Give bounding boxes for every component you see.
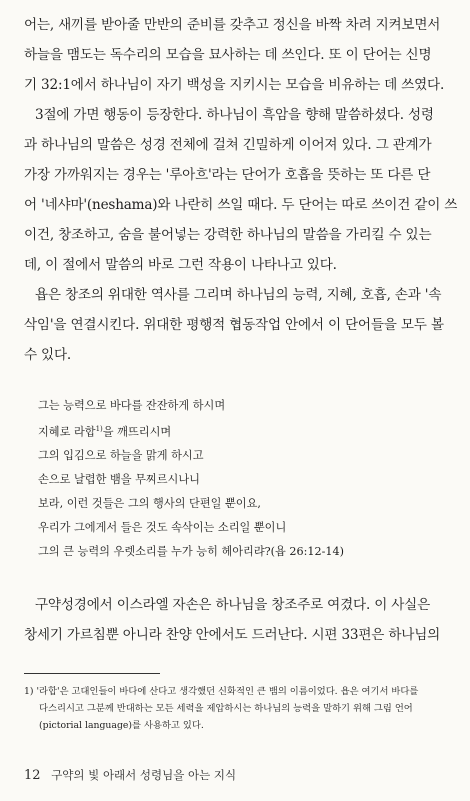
text-line: 데, 이 절에서 말씀의 바로 그런 작용이 나타나고 있다. [24,257,337,273]
paragraph-4 [24,590,448,650]
paragraph-2 [24,100,458,280]
text-line: 삭임'을 연결시킨다. 위대한 평행적 협동작업 안에서 이 단어들을 모두 볼 [24,317,444,333]
quote-line: 그의 입김으로 하늘을 맑게 하시고 [38,449,204,463]
page-body [24,10,458,734]
text-line: 이건, 창조하고, 숨을 불어넣는 강력한 하나님의 말씀을 가리킬 수 있는 [24,227,432,243]
text-line: 수 있다. [24,347,72,363]
footnote-divider [24,673,160,674]
footnote-line: 1) '라합'은 고대인들이 바다에 산다고 생각했던 신화적인 큰 뱀의 이름이었다. 욥은 여기서 바다를 [24,686,419,698]
quote-line [38,418,448,445]
text-line: 하늘을 맴도는 독수리의 모습을 묘사하는 데 쓰인다. 또 이 단어는 신명 [24,47,432,63]
text-line: 욥은 창조의 위대한 역사를 그리며 하나님의 능력, 지혜, 호흡, 손과 '속 [35,287,442,303]
text-line: 가장 가까워지는 경우는 '루아흐'라는 단어가 호흡을 뜻하는 또 다른 단 [24,167,431,183]
footnote-marker[interactable]: 1) [95,424,103,433]
paragraph-1 [24,10,448,100]
quote-line: 손으로 날렵한 뱀을 무찌르시나니 [38,473,200,487]
text-line: 창세기 가르침뿐 아니라 찬양 안에서도 드러난다. 시편 33편은 하나님의 [24,627,441,644]
quote-text: 을 깨뜨리시며 [102,425,172,439]
text-line: 기 32:1에서 하나님이 자기 백성을 지키시는 모습을 비유하는 데 쓰였다. [24,77,445,93]
text-line: 어는, 새끼를 받아줄 만반의 준비를 갖추고 정신을 바짝 차려 지켜보면서 [24,17,441,33]
scripture-quote [24,394,448,563]
footnote [24,683,448,734]
page-number: 12 [24,768,41,783]
text-line: 과 하나님의 말씀은 성경 전체에 걸쳐 긴밀하게 이어져 있다. 그 관계가 [24,137,432,153]
quote-line: 그의 큰 능력의 우렛소리를 누가 능히 헤아리랴?(욥 26:12-14) [38,544,345,558]
footnote-line: (pictorial language)를 사용하고 있다. [39,720,204,732]
text-line: 어 '네샤마'(neshama)와 나란히 쓰일 때다. 두 단어는 따로 쓰이건 같이 쓰 [24,197,458,213]
footnote-line: 다스리시고 그분께 반대하는 모든 세력을 제압하시는 하나님의 능력을 말하기 위해 그림 언어 [39,703,413,715]
page-footer [24,767,236,783]
text-line: 구약성경에서 이스라엘 자손은 하나님을 창조주로 여겼다. 이 사실은 [35,597,431,614]
quote-line: 우리가 그에게서 들은 것도 속삭이는 소리일 뿐이니 [38,520,287,534]
text-line: 3절에 가면 행동이 등장한다. 하나님이 흑암을 향해 말씀하셨다. 성령 [35,107,434,123]
paragraph-3 [24,280,448,370]
book-title: 구약의 빛 아래서 성령님을 아는 지식 [51,768,237,782]
quote-line: 보라, 이런 것들은 그의 행사의 단편일 뿐이요, [38,496,261,510]
quote-line: 그는 능력으로 바다를 잔잔하게 하시며 [38,399,226,412]
quote-text: 지혜로 라합 [38,425,96,439]
